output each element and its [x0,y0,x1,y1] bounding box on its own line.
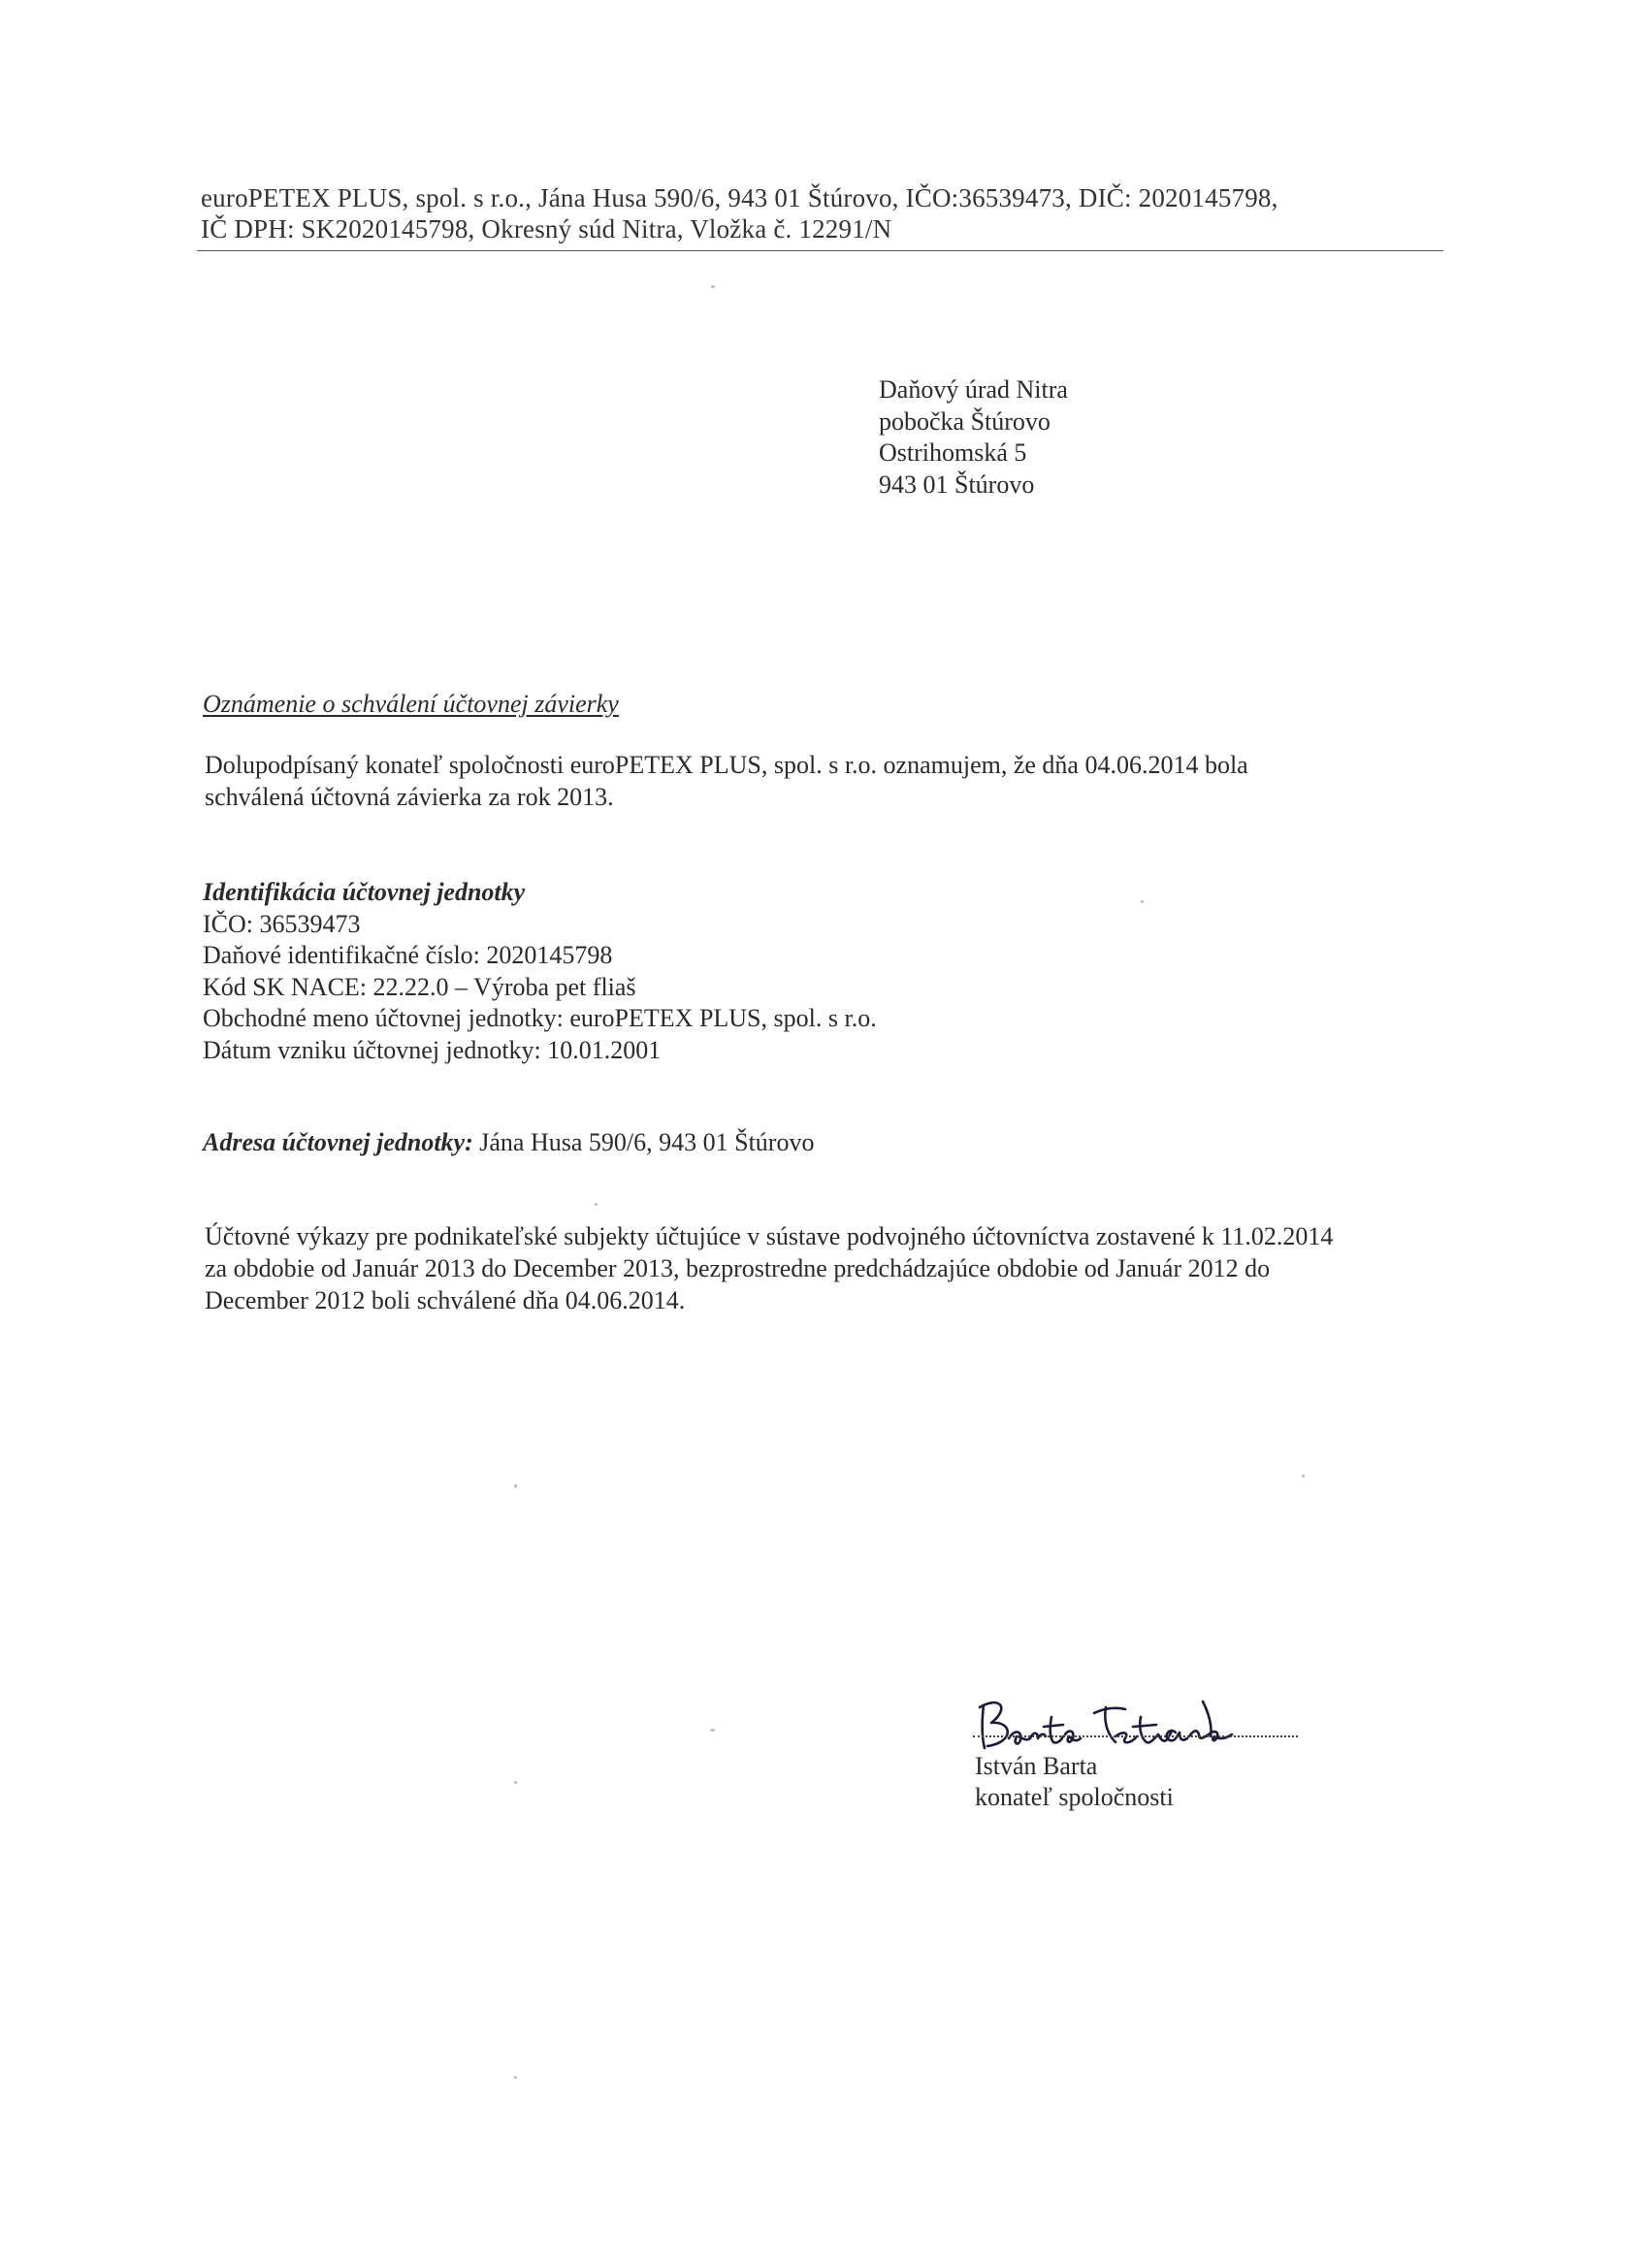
scan-speck [710,1729,715,1732]
statements-paragraph [205,1220,1466,1316]
letterhead-line-1: euroPETEX PLUS, spol. s r.o., Jána Husa 590/6, 943 01 Štúrovo, IČO:36539473, DIČ: 2020145798, [201,183,1278,212]
signer-name: István Barta [975,1752,1098,1780]
statements-line-3: December 2012 boli schválené dňa 04.06.2014. [205,1286,686,1314]
identification-dic: Daňové identifikačné číslo: 2020145798 [203,941,613,969]
entity-address-value: Jána Husa 590/6, 943 01 Štúrovo [472,1128,815,1156]
identification-section [203,877,877,1066]
letterhead-divider [197,250,1443,251]
scan-speck [595,1203,598,1206]
signature-line [973,1735,1298,1737]
identification-title: Identifikácia účtovnej jednotky [203,878,526,906]
approval-line-2: schválená účtovná závierka za rok 2013. [205,783,614,811]
letterhead [201,182,1442,244]
scan-speck [1141,900,1144,903]
scan-speck [1302,1474,1305,1477]
approval-paragraph [205,749,1417,813]
recipient-line-1: Daňový úrad Nitra [879,375,1068,404]
signer-role: konateľ spoločnosti [975,1783,1174,1811]
recipient-address [879,374,1068,501]
scan-speck [514,2076,517,2079]
identification-name: Obchodné meno účtovnej jednotky: euroPETEX PLUS, spol. s r.o. [203,1004,877,1032]
entity-address [203,1128,814,1157]
identification-ico: IČO: 36539473 [203,909,361,938]
subject-heading: Oznámenie o schválení účtovnej závierky [203,690,619,718]
approval-line-1: Dolupodpísaný konateľ spoločnosti euroPETEX PLUS, spol. s r.o. oznamujem, že dňa 04.06.2014 bola [205,751,1248,779]
identification-nace: Kód SK NACE: 22.22.0 – Výroba pet fliaš [203,972,636,1001]
statements-line-2: za obdobie od Január 2013 do December 2013, bezprostredne predchádzajúce obdobie od Január 2012 do [205,1254,1271,1282]
scan-speck [514,1484,517,1488]
recipient-line-2: pobočka Štúrovo [879,406,1051,436]
scan-speck [514,1781,517,1784]
statements-line-1: Účtovné výkazy pre podnikateľské subjekty účtujúce v sústave podvojného účtovníctva zostavené k 11.02.2014 [205,1222,1334,1250]
recipient-line-4: 943 01 Štúrovo [879,470,1035,499]
scan-speck [711,285,715,288]
letterhead-line-2: IČ DPH: SK2020145798, Okresný súd Nitra, Vložka č. 12291/N [201,214,892,243]
signer-block [975,1751,1174,1813]
recipient-line-3: Ostrihomská 5 [879,438,1027,467]
identification-founded: Dátum vzniku účtovnej jednotky: 10.01.2001 [203,1035,662,1064]
entity-address-label: Adresa účtovnej jednotky: [203,1128,473,1156]
